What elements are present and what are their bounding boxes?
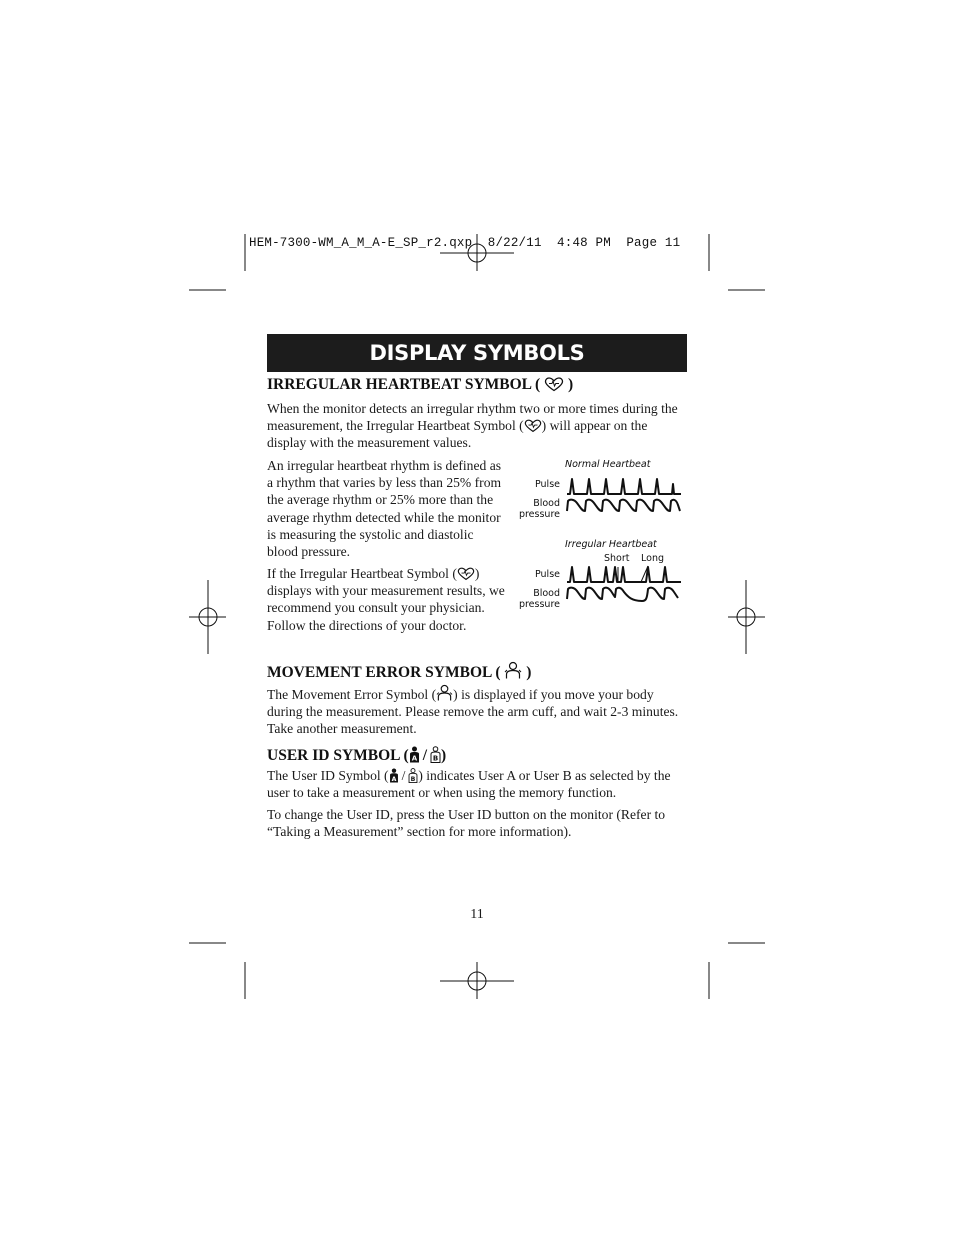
heading-text: USER ID SYMBOL ( bbox=[267, 747, 409, 764]
irregular-para-2: An irregular heartbeat rhythm is defined as a rhythm that varies by less than 25% from the average rhythm or 25% more than the average rhythm detected while the monitor is measuring the systolic and diastolic blood pressure. bbox=[267, 458, 502, 560]
normal-bp-wave bbox=[567, 500, 680, 511]
para-text: ) is displayed if you move your body during the measurement. Please remove the arm cuff, and wait 2-3 minutes. Take another measurement. bbox=[267, 687, 679, 737]
irregular-heartbeat-title: Irregular Heartbeat bbox=[565, 539, 657, 550]
user-id-heading bbox=[267, 746, 446, 765]
heading-text-end: ) bbox=[567, 376, 574, 393]
long-label: Long bbox=[641, 553, 664, 564]
heading-text: MOVEMENT ERROR SYMBOL ( bbox=[267, 664, 501, 681]
irregular-heartbeat-icon bbox=[544, 377, 564, 392]
user-b-letter: B bbox=[411, 775, 416, 783]
print-slug-line: HEM-7300-WM_A_M_A-E_SP_r2.qxp 8/22/11 4:48 PM Page 11 bbox=[249, 236, 681, 250]
heading-text-end: ) bbox=[526, 664, 532, 681]
bp-label-line1: Blood bbox=[533, 498, 560, 509]
irregular-pulse-wave bbox=[567, 567, 681, 582]
bp-label-line2: pressure bbox=[518, 508, 560, 520]
para-text: When the monitor detects an irregular rhythm two or more times during the measurement, the Irregular Heartbeat Symbol ( bbox=[267, 401, 678, 434]
normal-bp-label bbox=[510, 499, 560, 520]
irregular-heartbeat-heading bbox=[267, 376, 573, 394]
page-number: 11 bbox=[470, 907, 484, 922]
user-b-icon bbox=[430, 746, 441, 763]
user-b-letter: B bbox=[432, 754, 439, 763]
movement-para bbox=[267, 684, 689, 738]
short-label: Short bbox=[604, 553, 630, 564]
para-text: ) displays with your measurement results, we recommend you consult your physician. Follow the directions of your doctor. bbox=[267, 566, 505, 633]
heading-text-end: ) bbox=[441, 747, 447, 764]
normal-pulse-label: Pulse bbox=[534, 479, 560, 490]
user-id-para-2: To change the User ID, press the User ID button on the monitor (Refer to “Taking a Measurement” section for more information). bbox=[267, 807, 666, 840]
heading-text: IRREGULAR HEARTBEAT SYMBOL ( bbox=[267, 376, 541, 393]
para-sep: / bbox=[401, 768, 406, 783]
para-text: If the Irregular Heartbeat Symbol ( bbox=[267, 566, 457, 581]
user-a-icon bbox=[409, 746, 420, 763]
irregular-heartbeat-icon bbox=[524, 419, 542, 433]
irregular-para-1 bbox=[267, 400, 689, 452]
movement-error-icon bbox=[436, 684, 453, 702]
para-text: The Movement Error Symbol ( bbox=[267, 687, 437, 702]
irregular-heartbeat-icon bbox=[457, 567, 475, 581]
irregular-pulse-label: Pulse bbox=[534, 569, 560, 580]
irregular-para-3 bbox=[267, 565, 519, 634]
bp-label-line1: Blood bbox=[533, 588, 560, 599]
user-a-letter: A bbox=[411, 754, 417, 763]
user-id-para-1 bbox=[267, 767, 689, 801]
para-text: ) indicates User A or User B as selected by the user to take a measurement or when using the memory function. bbox=[267, 768, 671, 801]
section-title: DISPLAY SYMBOLS bbox=[267, 334, 687, 372]
normal-pulse-wave bbox=[567, 479, 681, 494]
movement-error-icon bbox=[504, 661, 522, 680]
bp-label-line2: pressure bbox=[518, 598, 560, 610]
heading-sep: / bbox=[422, 747, 427, 764]
user-b-icon bbox=[408, 768, 418, 783]
user-a-letter: A bbox=[391, 775, 396, 783]
heartbeat-waveforms bbox=[560, 470, 690, 615]
irregular-bp-label bbox=[510, 589, 560, 610]
para-text: The User ID Symbol ( bbox=[267, 768, 389, 783]
para-text: ) will appear on the display with the measurement values. bbox=[267, 418, 648, 451]
movement-error-heading bbox=[267, 661, 531, 682]
irregular-bp-wave bbox=[567, 588, 678, 601]
normal-heartbeat-title: Normal Heartbeat bbox=[565, 459, 651, 470]
user-a-icon bbox=[389, 768, 399, 783]
